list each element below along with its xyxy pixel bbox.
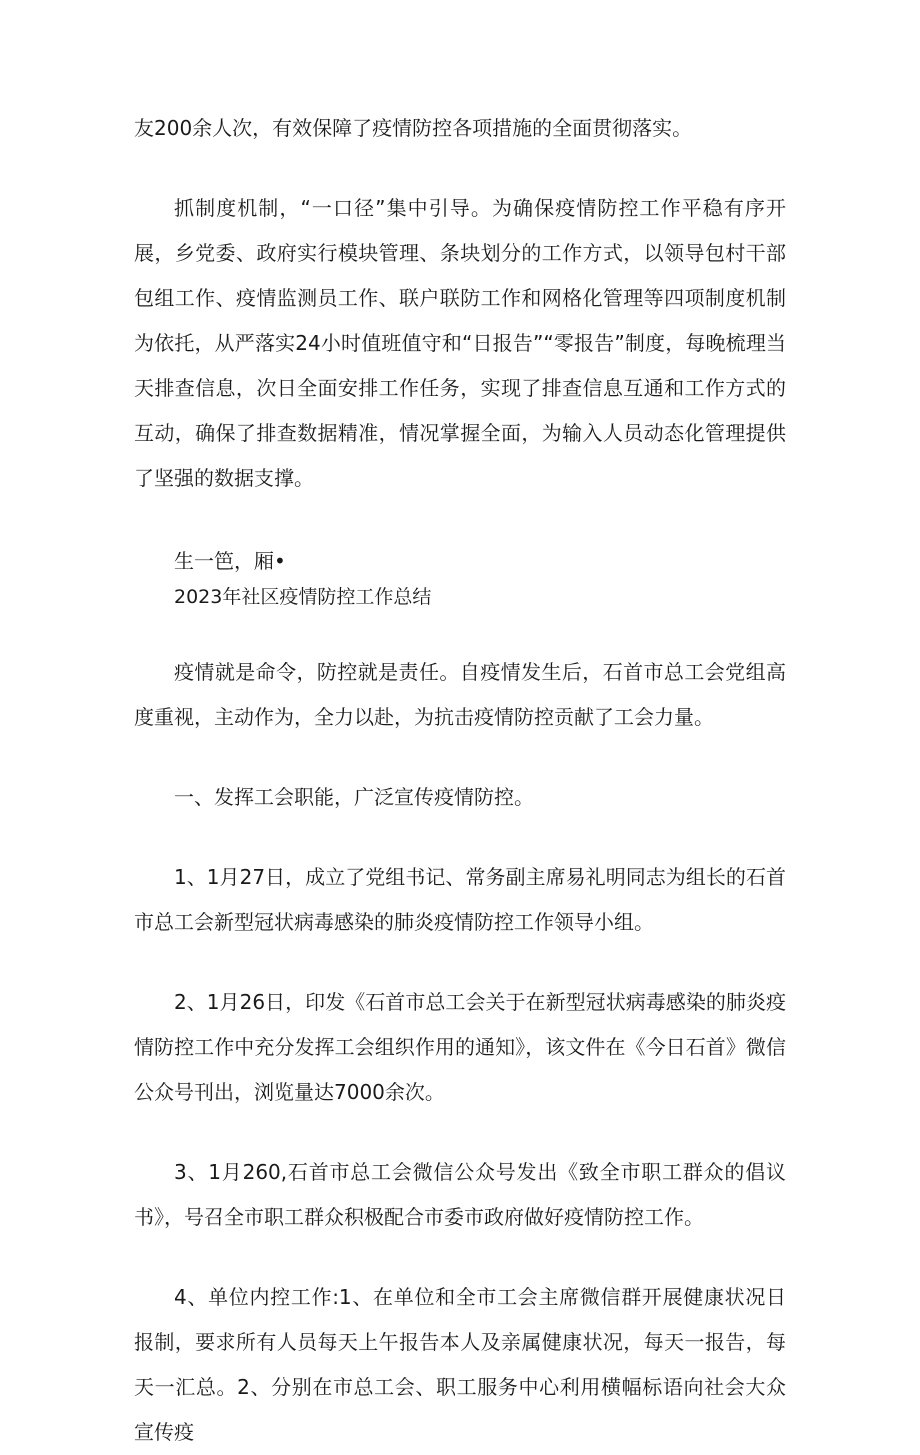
list-item-2: 2、1月26日，印发《石首市总工会关于在新型冠状病毒感染的肺炎疫情防控工作中充分发挥工会组织作用的通知》，该文件在《今日石首》微信公众号刊出，浏览量达7000余次。 [134,990,786,1104]
document-title: 2023年社区疫情防控工作总结 [174,586,432,608]
garbled-header-text: 生一笆，厢• [174,549,286,573]
paragraph-system-mechanism: 抓制度机制，“一口径”集中引导。为确保疫情防控工作平稳有序开展，乡党委、政府实行模块管理、条块划分的工作方式，以领导包村干部包组工作、疫情监测员工作、联户联防工作和网格化管理等四项制度机制为依托，从严落实24小时值班值守和“日报告”“零报告”制度，每晚梳理当天排查信息，次日全面安排工作任务，实现了排查信息互通和工作方式的互动，确保了排查数据精准，情况掌握全面，为输入人员动态化管理提供了坚强的数据支撑。 [134,196,786,490]
paragraph-intro: 疫情就是命令，防控就是责任。自疫情发生后，石首市总工会党组高度重视，主动作为，全力以赴，为抗击疫情防控贡献了工会力量。 [134,660,786,729]
section-heading-1: 一、发挥工会职能，广泛宣传疫情防控。 [174,785,534,809]
list-item-4: 4、单位内控工作:1、在单位和全市工会主席微信群开展健康状况日报制，要求所有人员每天上午报告本人及亲属健康状况，每天一报告，每天一汇总。2、分别在市总工会、职工服务中心利用横幅标语向社会大众宣传疫 [134,1285,786,1444]
paragraph-continuation: 友200余人次，有效保障了疫情防控各项措施的全面贯彻落实。 [134,116,693,140]
list-item-3: 3、1月260,石首市总工会微信公众号发出《致全市职工群众的倡议书》，号召全市职工群众积极配合市委市政府做好疫情防控工作。 [134,1160,786,1229]
list-item-1: 1、1月27日，成立了党组书记、常务副主席易礼明同志为组长的石首市总工会新型冠状病毒感染的肺炎疫情防控工作领导小组。 [134,865,786,934]
